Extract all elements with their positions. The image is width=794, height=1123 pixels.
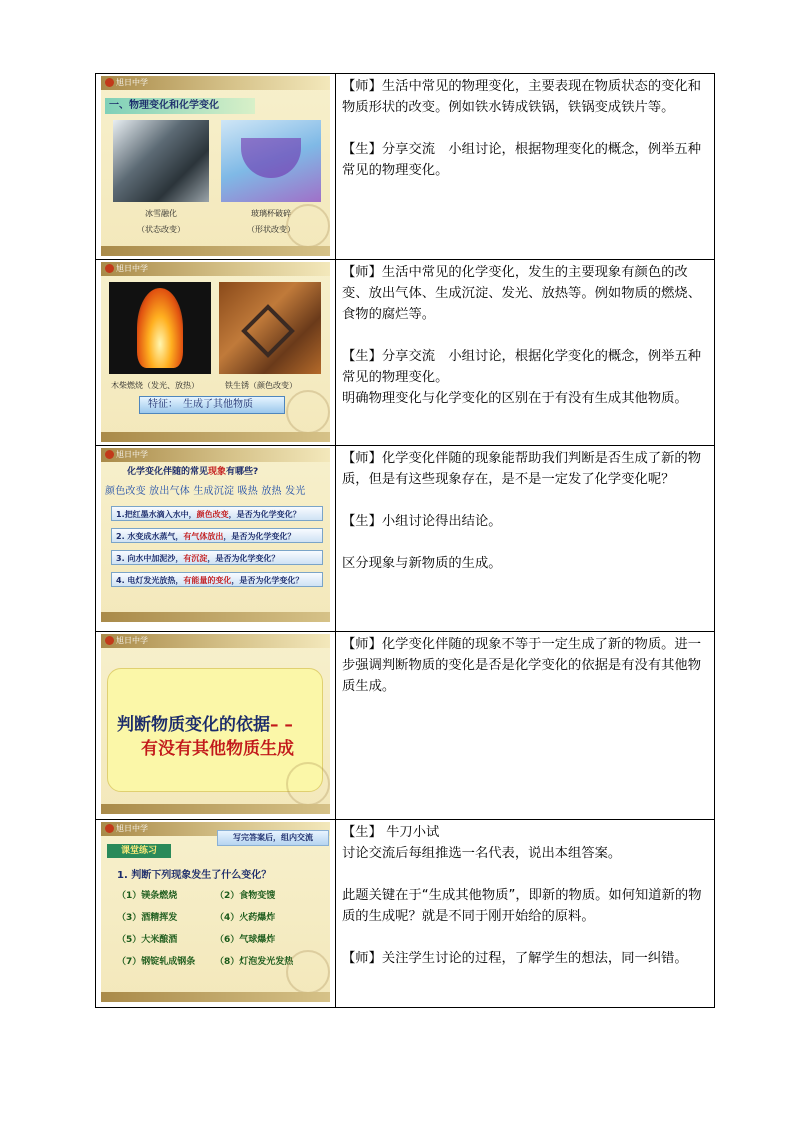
paragraph — [342, 448, 709, 490]
paragraph — [342, 388, 709, 409]
flame-icon — [137, 288, 183, 368]
criterion-heading — [117, 710, 293, 735]
role-tag: 【师】 — [342, 637, 382, 652]
logo-text: 旭日中学 — [116, 636, 148, 645]
text-cell — [336, 446, 715, 632]
table-row — [96, 632, 715, 820]
box-highlight: 有能量的变化 — [183, 576, 232, 585]
role-tag: 【师】 — [342, 451, 382, 466]
paragraph-text: 生活中常见的化学变化，发生的主要现象有颜色的改变、放出气体、生成沉淀、发光、放热等。例如物质的燃烧、食物的腐烂等。 — [342, 265, 702, 322]
box-highlight: 有气体放出 — [183, 532, 224, 541]
caption-glass: 玻璃杯破碎 — [251, 209, 291, 218]
slide-cell — [96, 446, 336, 632]
practice-item: （8）灯泡发光发热 — [215, 957, 294, 967]
table-row — [96, 74, 715, 260]
practice-label: 课堂练习 — [107, 844, 171, 858]
table-row — [96, 446, 715, 632]
school-logo — [105, 635, 148, 646]
paragraph-text: 牛刀小试 — [381, 825, 440, 840]
ice-melting-image — [113, 120, 209, 202]
question-box — [111, 528, 323, 543]
slide-title: 一、物理变化和化学变化 — [105, 98, 255, 114]
logo-icon — [105, 824, 114, 833]
role-tag: 【师】 — [342, 265, 382, 280]
caption-burning: 木柴燃烧（发光、放热） — [111, 381, 199, 390]
phenomena-list: 颜色改变 放出气体 生成沉淀 吸热 放热 发光 — [105, 486, 306, 497]
paragraph — [342, 634, 709, 697]
slide-chemical-change — [101, 262, 330, 442]
paragraph-text: 生活中常见的物理变化，主要表现在物质状态的变化和物质形状的改变。例如铁水铸成铁锅，铁锅变成铁片等。 — [342, 79, 702, 115]
paragraph-text: 此题关键在于“生成其他物质”，即新的物质。如何知道新的物质的生成呢？就是不同于刚开始给的原料。 — [342, 888, 702, 924]
slide-cell — [96, 74, 336, 260]
paragraph — [342, 553, 709, 574]
practice-item: （1）镁条燃烧 — [117, 891, 178, 901]
role-tag: 【师】 — [342, 79, 382, 94]
practice-question: 1. 判断下列现象发生了什么变化？ — [117, 870, 272, 881]
practice-item: （7）钢锭轧成钢条 — [117, 957, 196, 967]
practice-item: （5）大米酿酒 — [117, 935, 178, 945]
paragraph — [342, 262, 709, 325]
school-logo — [105, 77, 148, 88]
burning-wood-image — [109, 282, 211, 374]
logo-text: 旭日中学 — [116, 824, 148, 833]
logo-icon — [105, 450, 114, 459]
school-logo — [105, 449, 148, 460]
role-tag: 【生】 — [342, 142, 382, 157]
question-end: 有哪些? — [226, 467, 259, 477]
paragraph — [342, 885, 709, 927]
slide-cell — [96, 260, 336, 446]
box-text: ，是否为化学变化？ — [207, 554, 280, 563]
caption-glass-note: （形状改变） — [247, 225, 295, 234]
paragraph-text: 讨论交流后每组推选一名代表，说出本组答案。 — [342, 846, 622, 861]
role-tag: 【生】 — [342, 825, 382, 840]
box-text: ，是否为化学变化？ — [231, 576, 304, 585]
paragraph — [342, 139, 709, 181]
practice-item: （3）酒精挥发 — [117, 913, 178, 923]
decorative-swirl — [286, 390, 330, 434]
practice-item: （4）火药爆炸 — [215, 913, 276, 923]
question-box — [111, 506, 323, 521]
criterion-dash: – – — [270, 715, 293, 735]
slide-phenomena — [101, 448, 330, 622]
caption-ice: 冰雪融化 — [145, 209, 177, 218]
question-box — [111, 572, 323, 587]
feature-label: 特征： 生成了其他物质 — [139, 396, 285, 414]
logo-text: 旭日中学 — [116, 78, 148, 87]
paragraph — [342, 511, 709, 532]
paragraph-text: 关注学生讨论的过程，了解学生的想法，同一纠错。 — [381, 951, 688, 966]
logo-icon — [105, 78, 114, 87]
box-text: 3. 向水中加泥沙， — [116, 554, 184, 563]
school-logo — [105, 263, 148, 274]
paragraph — [342, 346, 709, 388]
box-text: 1.把红墨水滴入水中， — [116, 510, 197, 519]
slide-question — [127, 464, 258, 477]
text-cell — [336, 632, 715, 820]
slide-physical-change — [101, 76, 330, 256]
slide-footer-bar — [101, 246, 330, 256]
paragraph — [342, 822, 709, 843]
logo-text: 旭日中学 — [116, 264, 148, 273]
text-cell — [336, 260, 715, 446]
slide-criterion — [101, 634, 330, 814]
slide-practice — [101, 822, 330, 1002]
role-tag: 【生】 — [342, 514, 382, 529]
tip-banner: 写完答案后，组内交流 — [217, 830, 329, 846]
decorative-swirl — [286, 204, 330, 248]
question-text: 化学变化伴随的常见 — [127, 467, 209, 477]
paragraph — [342, 948, 709, 969]
box-highlight: 颜色改变 — [196, 510, 229, 519]
glass-breaking-image — [221, 120, 321, 202]
caption-ice-note: （状态改变） — [137, 225, 185, 234]
slide-footer-bar — [101, 804, 330, 814]
role-tag: 【生】 — [342, 349, 382, 364]
table-row — [96, 260, 715, 446]
rust-mark-icon — [241, 304, 295, 358]
slide-cell — [96, 820, 336, 1008]
rusty-iron-image — [219, 282, 321, 374]
caption-rust: 铁生锈（颜色改变） — [225, 381, 297, 390]
logo-text: 旭日中学 — [116, 450, 148, 459]
slide-footer-bar — [101, 992, 330, 1002]
paragraph-text: 化学变化伴随的现象不等于一定生成了新的物质。进一步强调判断物质的变化是否是化学变化的依据是有没有其他物质生成。 — [342, 637, 702, 694]
glass-icon — [241, 138, 301, 178]
practice-item: （2）食物变馊 — [215, 891, 276, 901]
text-cell — [336, 820, 715, 1008]
box-text: 4. 电灯发光放热， — [116, 576, 184, 585]
paragraph-text: 分享交流 小组讨论，根据化学变化的概念，例举五种常见的物理变化。 — [342, 349, 702, 385]
paragraph-text: 小组讨论得出结论。 — [381, 514, 502, 529]
lesson-table — [95, 73, 715, 1008]
box-text: ，是否为化学变化？ — [223, 532, 296, 541]
slide-footer-bar — [101, 432, 330, 442]
criterion-text: 判断物质变化的依据 — [117, 715, 270, 735]
question-box — [111, 550, 323, 565]
decorative-swirl — [286, 950, 330, 994]
logo-icon — [105, 264, 114, 273]
paragraph-text: 化学变化伴随的现象能帮助我们判断是否生成了新的物质，但是有这些现象存在，是不是一定发了化学变化呢？ — [342, 451, 702, 487]
paragraph-text: 明确物理变化与化学变化的区别在于有没有生成其他物质。 — [342, 391, 688, 406]
paragraph-text: 区分现象与新物质的生成。 — [342, 556, 502, 571]
decorative-swirl — [286, 762, 330, 806]
table-row — [96, 820, 715, 1008]
box-text: 2. 水变成水蒸气， — [116, 532, 184, 541]
box-text: ，是否为化学变化？ — [228, 510, 301, 519]
role-tag: 【师】 — [342, 951, 382, 966]
practice-item: （6）气球爆炸 — [215, 935, 276, 945]
slide-footer-bar — [101, 612, 330, 622]
question-highlight: 现象 — [208, 467, 227, 477]
text-cell — [336, 74, 715, 260]
paragraph-text: 分享交流 小组讨论，根据物理变化的概念，例举五种常见的物理变化。 — [342, 142, 702, 178]
paragraph — [342, 843, 709, 864]
paragraph — [342, 76, 709, 118]
school-logo — [105, 823, 148, 834]
slide-cell — [96, 632, 336, 820]
criterion-answer: 有没有其他物质生成 — [141, 739, 294, 759]
logo-icon — [105, 636, 114, 645]
box-highlight: 有沉淀 — [183, 554, 208, 563]
